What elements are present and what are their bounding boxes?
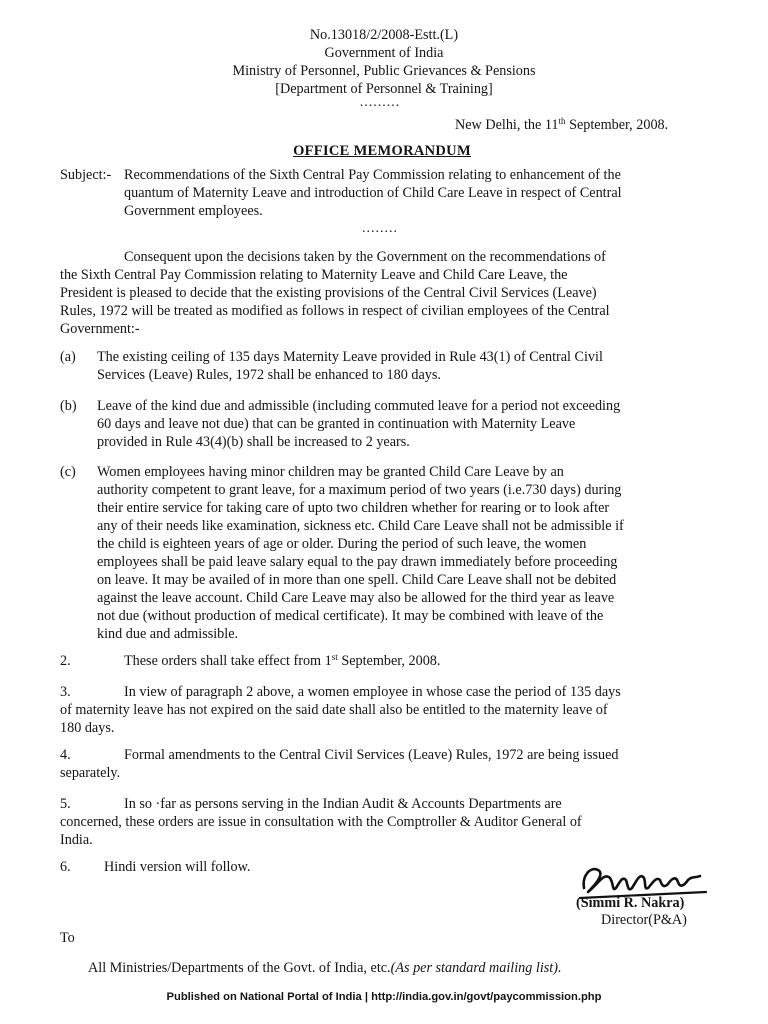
item-a-line: The existing ceiling of 135 days Maternity Leave provided in Rule 43(1) of Central Civil: [97, 349, 603, 365]
para-2-number: 2.: [60, 653, 71, 669]
item-c-line: their entire service for taking care of upto two children whether for rearing or to look after: [97, 500, 610, 516]
item-c-line: the child is eighteen years of age or older. During the period of such leave, the women: [97, 536, 587, 552]
subject-dots: ........: [362, 221, 398, 236]
item-b-line: 60 days and leave not due) that can be granted in continuation with Maternity Leave: [97, 416, 576, 432]
para-3-number: 3.: [60, 684, 71, 700]
subject-line: Government employees.: [124, 203, 263, 219]
para-2-text: These orders shall take effect from 1st September, 2008.: [124, 652, 441, 669]
signatory-designation: Director(P&A): [601, 912, 687, 928]
item-c-line: kind due and admissible.: [97, 626, 239, 642]
item-c-line: authority competent to grant leave, for a maximum period of two years (i.e.730 days) during: [97, 482, 622, 498]
intro-line: Rules, 1972 will be treated as modified as follows in respect of civilian employees of the Central: [60, 303, 610, 319]
subject-label: Subject:-: [60, 167, 112, 183]
place-date: New Delhi, the 11th September, 2008.: [455, 116, 669, 133]
recipients: All Ministries/Departments of the Govt. of India, etc.(As per standard mailing list).: [88, 960, 562, 976]
para-5-line: concerned, these orders are issue in consultation with the Comptroller & Auditor General of: [60, 814, 582, 830]
item-c-line: any of their needs like examination, sickness etc. Child Care Leave shall not be admissible if: [97, 518, 624, 534]
subject-line: Recommendations of the Sixth Central Pay Commission relating to enhancement of the: [124, 167, 621, 183]
intro-line: the Sixth Central Pay Commission relating to Maternity Leave and Child Care Leave, the: [60, 267, 568, 283]
to-label: To: [60, 930, 75, 946]
subject-text: [124, 166, 704, 220]
item-a-label: (a): [60, 349, 76, 365]
para-3-line: In view of paragraph 2 above, a women employee in whose case the period of 135 days: [124, 684, 621, 700]
item-c-line: employees shall be paid leave salary equal to the pay drawn immediately before proceeding: [97, 554, 618, 570]
para-3-line: of maternity leave has not expired on the said date shall also be entitled to the maternity leave of: [60, 702, 608, 718]
header-dots: .........: [359, 95, 401, 110]
para-6-number: 6.: [60, 859, 71, 875]
item-c-line: on leave. It may be availed of in more than one spell. Child Care Leave shall not be debited: [97, 572, 617, 588]
intro-line: President is pleased to decide that the existing provisions of the Central Civil Services (Leave): [60, 285, 597, 301]
file-number: No.13018/2/2008-Estt.(L): [309, 27, 459, 43]
para-5-number: 5.: [60, 796, 71, 812]
para-4-line: separately.: [60, 765, 121, 781]
para-5-line: In so ·far as persons serving in the Indian Audit & Accounts Departments are: [124, 796, 562, 812]
item-b-line: provided in Rule 43(4)(b) shall be increased to 2 years.: [97, 434, 410, 450]
para-4-number: 4.: [60, 747, 71, 763]
para-3-line: 180 days.: [60, 720, 115, 736]
para-6-text: Hindi version will follow.: [104, 859, 251, 875]
item-a-line: Services (Leave) Rules, 1972 shall be enhanced to 180 days.: [97, 367, 441, 383]
ministry-name: Ministry of Personnel, Public Grievances & Pensions: [232, 63, 536, 79]
intro-line: Consequent upon the decisions taken by the Government on the recommendations of: [124, 249, 606, 265]
item-c-line: Women employees having minor children may be granted Child Care Leave by an: [97, 464, 564, 480]
item-b-label: (b): [60, 398, 77, 414]
portal-footer: Published on National Portal of India | http://india.gov.in/govt/paycommission.php: [166, 991, 602, 1003]
item-c-label: (c): [60, 464, 76, 480]
para-4-line: Formal amendments to the Central Civil Services (Leave) Rules, 1972 are being issued: [124, 747, 619, 763]
department-name: [Department of Personnel & Training]: [275, 81, 493, 97]
item-c-line: not due (without production of medical certificate). It may be combined with leave of the: [97, 608, 604, 624]
item-c-line: against the leave account. Child Care Leave may also be allowed for the third year as leave: [97, 590, 615, 606]
page-title: OFFICE MEMORANDUM: [293, 143, 471, 159]
item-b-line: Leave of the kind due and admissible (including commuted leave for a period not exceeding: [97, 398, 621, 414]
signatory-name: (Simmi R. Nakra): [576, 895, 685, 911]
government-name: Government of India: [324, 45, 444, 61]
subject-line: quantum of Maternity Leave and introduction of Child Care Leave in respect of Central: [124, 185, 622, 201]
para-5-line: India.: [60, 832, 93, 848]
intro-line: Government:-: [60, 321, 140, 337]
